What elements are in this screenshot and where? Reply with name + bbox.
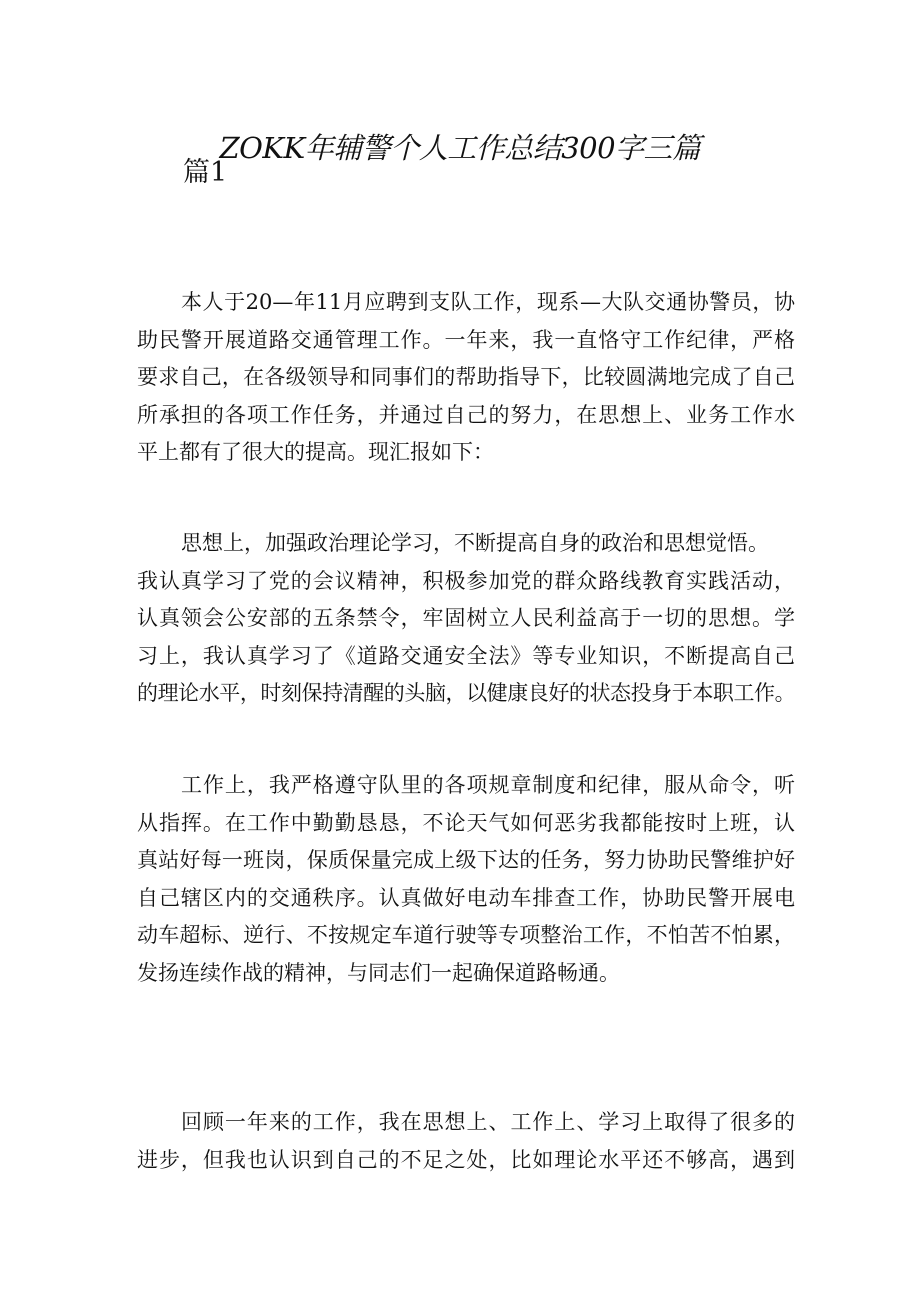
paragraph-line: 动车超标、逆行、不按规定车道行驶等专项整治工作，不怕苦不怕累， [137, 923, 795, 947]
paragraph-line: 真站好每一班岗，保质保量完成上级下达的任务，努力协助民警维护好 [137, 848, 795, 872]
paragraph-line: 本人于20—年11月应聘到支队工作，现系—大队交通协警员，协 [181, 290, 795, 314]
paragraph-line: 进步，但我也认识到自己的不足之处，比如理论水平还不够高，遇到 [137, 1147, 795, 1172]
paragraph-4 [137, 1104, 795, 1179]
paragraph-line: 认真领会公安部的五条禁令，牢固树立人民利益高于一切的思想。学 [137, 606, 795, 630]
paragraph-line: 自己辖区内的交通秩序。认真做好电动车排查工作，协助民警开展电 [137, 885, 795, 910]
paragraph-line: 从指挥。在工作中勤勤恳恳，不论天气如何恶劣我都能按时上班，认 [137, 810, 795, 835]
paragraph-line: 思想上，加强政治理论学习，不断提高自身的政治和思想觉悟。 [181, 531, 769, 555]
paragraph-line: 工作上，我严格遵守队里的各项规章制度和纪律，服从命令，听 [181, 773, 795, 797]
paragraph-line: 回顾一年来的工作，我在思想上、工作上、学习上取得了很多的 [181, 1110, 795, 1134]
paragraph-2 [137, 525, 795, 713]
paragraph-1 [137, 284, 795, 472]
paragraph-line: 平上都有了很大的提高。现汇报如下： [137, 440, 494, 464]
paragraph-line: 助民警开展道路交通管理工作。一年来，我一直恪守工作纪律，严格 [137, 327, 795, 352]
document-title: ZOKK年辅警个人工作总结300字三篇 [219, 131, 701, 165]
paragraph-3 [137, 767, 795, 992]
section-heading: 篇1 [183, 157, 228, 188]
paragraph-line: 的理论水平，时刻保持清醒的头脑，以健康良好的状态投身于本职工作。 [137, 681, 795, 705]
paragraph-line: 我认真学习了党的会议精神，积极参加党的群众路线教育实践活动， [137, 568, 795, 593]
paragraph-line: 习上，我认真学习了《道路交通安全法》等专业知识，不断提高自己 [137, 643, 795, 668]
paragraph-line: 要求自己，在各级领导和同事们的帮助指导下，比较圆满地完成了自己 [137, 365, 795, 389]
paragraph-line: 发扬连续作战的精神，与同志们一起确保道路畅通。 [137, 960, 620, 985]
paragraph-line: 所承担的各项工作任务，并通过自己的努力，在思想上、业务工作水 [137, 402, 795, 427]
